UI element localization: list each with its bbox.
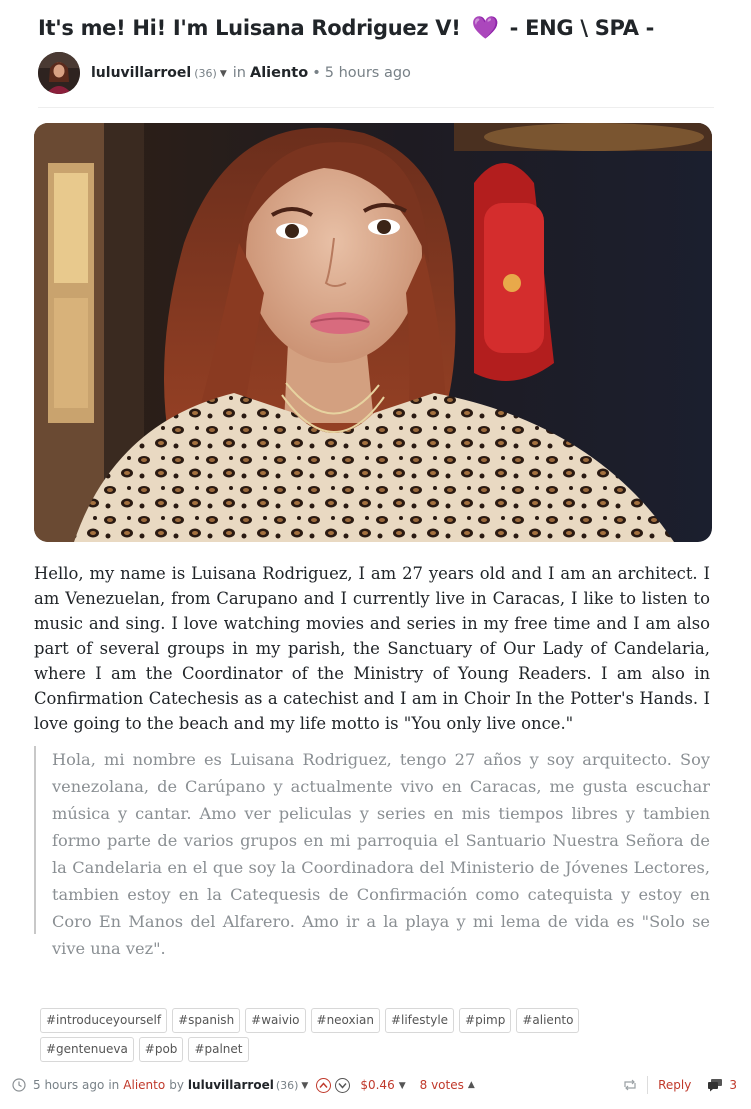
footer-author-link[interactable]: luluvillarroel	[187, 1078, 274, 1092]
footer-by-label: by	[169, 1078, 184, 1092]
footer-community-link[interactable]: Aliento	[123, 1078, 166, 1092]
footer-author-dropdown-icon[interactable]: ▼	[301, 1081, 309, 1091]
tag-pob[interactable]: #pob	[139, 1037, 184, 1062]
footer-author-reputation: (36)	[275, 1078, 299, 1092]
tag-gentenueva[interactable]: #gentenueva	[40, 1037, 134, 1062]
post-photo[interactable]	[34, 123, 712, 542]
community-link[interactable]: Aliento	[249, 65, 309, 81]
post-title-text: It's me! Hi! I'm Luisana Rodriguez V!	[38, 16, 461, 40]
post-body-english: Hello, my name is Luisana Rodriguez, I am 27 years old and I am an architect. I am Venezuelan, from Carupano and I currently live in Caracas, I like to listen to music and sing. I love watching movies and series in my free time and I am also part of several groups in my parish, the Sanctuary of Our Lady of Candelaria, where I am the Coordinator of the Ministry of Young Readers. I am also in Confirmation Catechesis as a catechist and I am in Choir In the Potter's Hands. I love going to the beach and my life motto is "You only live once."	[34, 564, 710, 733]
post-title-suffix: - ENG \ SPA -	[509, 16, 655, 40]
tag-palnet[interactable]: #palnet	[188, 1037, 248, 1062]
avatar-image	[38, 52, 80, 94]
footer-actions	[623, 1074, 751, 1096]
selfie-image	[34, 123, 712, 542]
payout-dropdown-icon[interactable]: ▼	[398, 1081, 406, 1091]
author-dropdown-icon[interactable]: ▼	[219, 69, 227, 79]
post-time[interactable]: 5 hours ago	[324, 65, 411, 81]
purple-heart-icon: 💜	[471, 16, 499, 41]
footer-action-divider	[647, 1076, 648, 1094]
chevron-down-icon	[338, 1081, 347, 1090]
author-reputation: (36)	[194, 66, 217, 80]
header-divider	[38, 107, 714, 108]
comments-icon[interactable]	[707, 1078, 723, 1092]
clock-icon	[12, 1078, 26, 1092]
meta-separator: •	[312, 65, 321, 81]
tag-pimp[interactable]: #pimp	[459, 1008, 511, 1033]
post-meta	[91, 65, 411, 81]
footer-time[interactable]: 5 hours ago	[33, 1078, 105, 1092]
votes-dropdown-icon[interactable]: ▲	[467, 1080, 475, 1090]
author-link[interactable]: luluvillarroel	[91, 65, 192, 81]
downvote-button[interactable]	[335, 1078, 350, 1093]
reply-button[interactable]: Reply	[658, 1078, 692, 1092]
votes-count[interactable]: 8 votes	[419, 1078, 464, 1092]
tag-neoxian[interactable]: #neoxian	[311, 1008, 380, 1033]
payout-value[interactable]: $0.46	[360, 1078, 395, 1092]
tag-aliento[interactable]: #aliento	[516, 1008, 579, 1033]
post-body-spanish: Hola, mi nombre es Luisana Rodriguez, tengo 27 años y soy arquitecto. Soy venezolana, de Carúpano y actualmente vivo en Caracas, me gusta escuchar música y cantar. Amo ver peliculas y series en mis tiempos libres y tambien formo parte de varios grupos en mi parroquia el Santuario Nuestra Señora de la Candelaria en el que soy la Coordinadora del Ministerio de Jóvenes Lectores, tambien estoy en la Catequesis de Confirmación como catequista y estoy en Coro En Manos del Alfarero. Amo ir a la playa y mi lema de vida es "Solo se vive una vez".	[52, 750, 710, 958]
tag-lifestyle[interactable]: #lifestyle	[385, 1008, 454, 1033]
post-author-row	[38, 52, 411, 94]
upvote-button[interactable]	[316, 1078, 331, 1093]
in-label: in	[232, 65, 246, 81]
post-body-spanish-quote	[34, 746, 710, 958]
post-title	[38, 14, 728, 43]
tag-waivio[interactable]: #waivio	[245, 1008, 305, 1033]
footer-in-label: in	[108, 1078, 120, 1092]
comments-count[interactable]: 3	[729, 1078, 737, 1092]
avatar[interactable]	[38, 52, 80, 94]
tag-introduceyourself[interactable]: #introduceyourself	[40, 1008, 167, 1033]
chevron-up-icon	[319, 1081, 328, 1090]
post-footer	[12, 1074, 751, 1096]
reblog-icon[interactable]	[623, 1079, 637, 1091]
tag-spanish[interactable]: #spanish	[172, 1008, 240, 1033]
tag-list	[40, 1008, 680, 1066]
